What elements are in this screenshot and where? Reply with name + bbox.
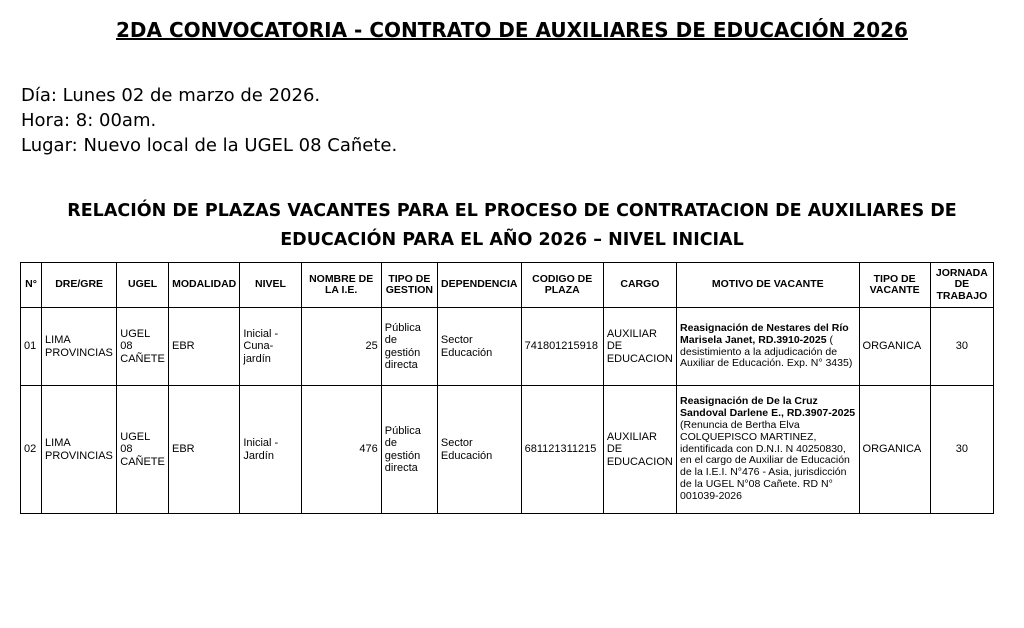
header-nombre-ie: NOMBRE DE LA I.E. <box>301 263 381 308</box>
table-row <box>21 308 994 386</box>
cell-modalidad: EBR <box>169 386 240 514</box>
cell-n: 01 <box>21 308 42 386</box>
table-heading-line-1: RELACIÓN DE PLAZAS VACANTES PARA EL PROCESO DE CONTRATACION DE AUXILIARES DE <box>67 201 957 221</box>
table-row <box>21 386 994 514</box>
table-heading-line-2: EDUCACIÓN PARA EL AÑO 2026 – NIVEL INICIAL <box>280 230 744 250</box>
header-tipo-gestion: TIPO DE GESTION <box>381 263 437 308</box>
cell-nombre-ie: 476 <box>301 386 381 514</box>
cell-tipo-gestion: Pública de gestión directa <box>381 386 437 514</box>
cell-motivo <box>677 386 860 514</box>
cell-nivel: Inicial - Cuna-jardín <box>240 308 301 386</box>
cell-codigo-plaza: 681121311215 <box>521 386 603 514</box>
header-motivo: MOTIVO DE VACANTE <box>677 263 860 308</box>
header-jornada: JORNADA DE TRABAJO <box>930 263 993 308</box>
motivo-bold: Reasignación de Nestares del Río Marisela Janet, RD.3910-2025 <box>680 321 849 346</box>
header-dre: DRE/GRE <box>42 263 117 308</box>
table-heading <box>0 197 1024 255</box>
header-codigo-plaza: CODIGO DE PLAZA <box>521 263 603 308</box>
cell-cargo: AUXILIAR DE EDUCACION <box>603 308 676 386</box>
cell-n: 02 <box>21 386 42 514</box>
cell-jornada: 30 <box>930 386 993 514</box>
cell-nombre-ie: 25 <box>301 308 381 386</box>
header-modalidad: MODALIDAD <box>169 263 240 308</box>
info-lugar: Lugar: Nuevo local de la UGEL 08 Cañete. <box>21 135 398 156</box>
header-dependencia: DEPENDENCIA <box>437 263 521 308</box>
table-header-row <box>21 263 994 308</box>
header-ugel: UGEL <box>117 263 169 308</box>
header-n: N° <box>21 263 42 308</box>
cell-modalidad: EBR <box>169 308 240 386</box>
motivo-detail: ( desistimiento a la adjudicación de Auxiliar de Educación. Exp. N° 3435) <box>680 333 853 370</box>
vacancies-table <box>20 262 994 514</box>
document-title: 2DA CONVOCATORIA - CONTRATO DE AUXILIARES DE EDUCACIÓN 2026 <box>116 18 908 42</box>
cell-tipo-vacante: ORGANICA <box>859 386 930 514</box>
convocatoria-info <box>21 83 397 158</box>
cell-codigo-plaza: 741801215918 <box>521 308 603 386</box>
cell-tipo-vacante: ORGANICA <box>859 308 930 386</box>
cell-dependencia: Sector Educación <box>437 386 521 514</box>
info-dia: Día: Lunes 02 de marzo de 2026. <box>21 85 321 106</box>
header-nivel: NIVEL <box>240 263 301 308</box>
cell-ugel: UGEL 08 CAÑETE <box>117 308 169 386</box>
cell-jornada: 30 <box>930 308 993 386</box>
cell-cargo: AUXILIAR DE EDUCACION <box>603 386 676 514</box>
motivo-detail: (Renuncia de Bertha Elva COLQUEPISCO MARTINEZ, identificada con D.N.I. N 40250830, en el cargo de Auxiliar de Educación de la I.E.I. N°476 - Asia, jurisdicción de la UGEL N°08 Cañete. RD N° 001039-2026 <box>680 419 850 502</box>
motivo-bold: Reasignación de De la Cruz Sandoval Darlene E., RD.3907-2025 <box>680 395 856 420</box>
info-hora: Hora: 8: 00am. <box>21 110 157 131</box>
cell-dre: LIMA PROVINCIAS <box>42 308 117 386</box>
header-cargo: CARGO <box>603 263 676 308</box>
cell-motivo <box>677 308 860 386</box>
cell-dre: LIMA PROVINCIAS <box>42 386 117 514</box>
cell-dependencia: Sector Educación <box>437 308 521 386</box>
cell-ugel: UGEL 08 CAÑETE <box>117 386 169 514</box>
cell-nivel: Inicial - Jardín <box>240 386 301 514</box>
header-tipo-vacante: TIPO DE VACANTE <box>859 263 930 308</box>
cell-tipo-gestion: Pública de gestión directa <box>381 308 437 386</box>
